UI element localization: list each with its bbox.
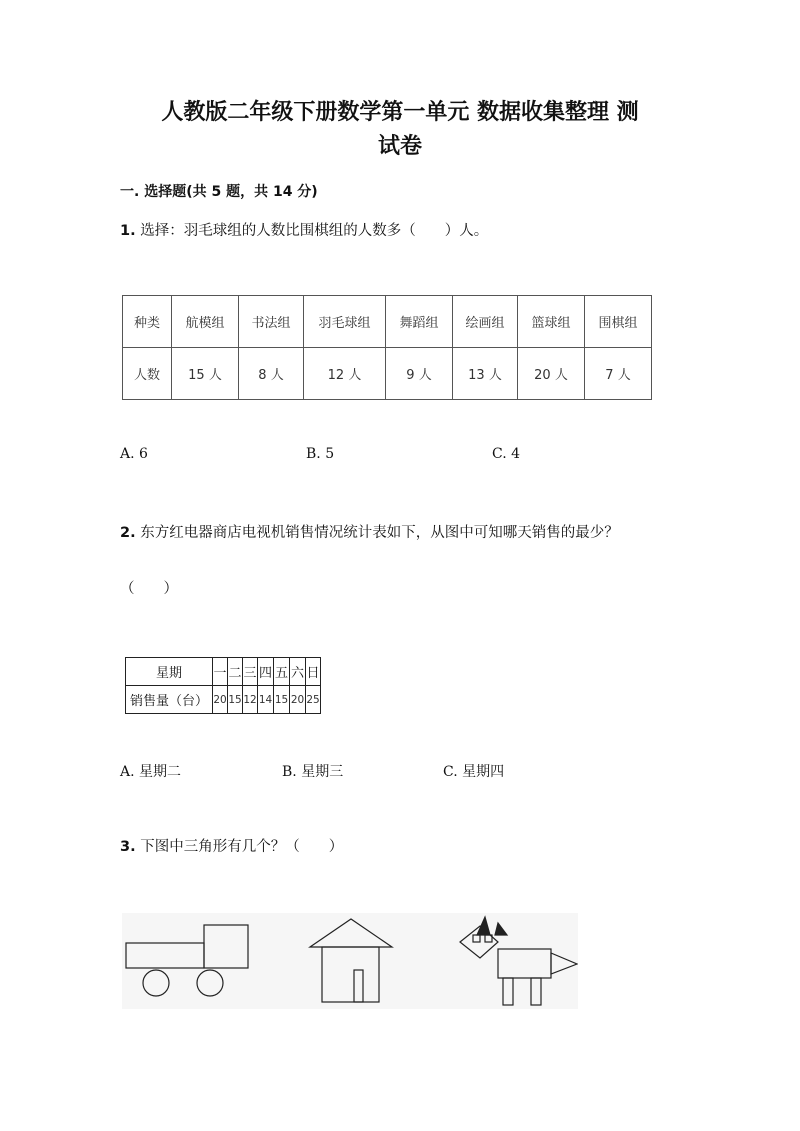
title-line-1: 人教版二年级下册数学第一单元 数据收集整理 测	[161, 100, 639, 125]
shapes-drawing	[122, 913, 578, 1009]
option-b[interactable]: B. 星期三	[282, 764, 344, 780]
table-cell: 航模组	[172, 296, 239, 348]
table-cell: 9 人	[386, 348, 453, 400]
table-cell: 15	[228, 686, 243, 714]
table-cell: 围棋组	[585, 296, 652, 348]
table-cell: 六	[290, 658, 306, 686]
option-c[interactable]: C. 星期四	[443, 764, 505, 780]
question-number: 3.	[120, 839, 136, 855]
table-header-row	[123, 296, 652, 348]
question-2	[120, 521, 619, 542]
table-cell: 绘画组	[453, 296, 518, 348]
question-1	[120, 219, 488, 240]
house-drawing	[310, 919, 392, 1002]
title-line-2: 试卷	[377, 134, 422, 159]
table-cell: 人数	[123, 348, 172, 400]
question-text: 选择：羽毛球组的人数比围棋组的人数多（ ）人。	[140, 223, 489, 239]
table-header-row	[126, 658, 321, 686]
table-cell: 8 人	[239, 348, 304, 400]
table-cell: 25	[306, 686, 321, 714]
table-cell: 7 人	[585, 348, 652, 400]
table-cell: 15 人	[172, 348, 239, 400]
table-cell: 12	[243, 686, 258, 714]
table-cell: 日	[306, 658, 321, 686]
table-cell: 15	[274, 686, 290, 714]
question-3	[120, 835, 343, 856]
option-a[interactable]: A. 星期二	[120, 764, 182, 780]
table-cell: 14	[258, 686, 274, 714]
table-cell: 销售量（台）	[126, 686, 213, 714]
table-cell: 星期	[126, 658, 213, 686]
table-cell: 二	[228, 658, 243, 686]
question-text: 东方红电器商店电视机销售情况统计表如下，从图中可知哪天销售的最少？	[140, 525, 619, 541]
table-cell: 三	[243, 658, 258, 686]
animal-drawing	[460, 917, 577, 1005]
table-cell: 12 人	[304, 348, 386, 400]
table-cell: 20	[213, 686, 228, 714]
question-number: 1.	[120, 223, 136, 239]
table-cell: 20	[290, 686, 306, 714]
table-cell: 舞蹈组	[386, 296, 453, 348]
question-number: 2.	[120, 525, 136, 541]
page-title	[100, 96, 700, 164]
table-cell: 20 人	[518, 348, 585, 400]
option-a[interactable]: A. 6	[120, 446, 148, 462]
truck-drawing	[126, 925, 248, 996]
table-cell: 书法组	[239, 296, 304, 348]
table-cell: 五	[274, 658, 290, 686]
option-c[interactable]: C. 4	[492, 446, 521, 462]
activity-group-table	[122, 295, 652, 400]
table-cell: 13 人	[453, 348, 518, 400]
answer-blank: （ ）	[120, 581, 178, 597]
table-cell: 四	[258, 658, 274, 686]
question-text: 下图中三角形有几个？（ ）	[140, 839, 344, 855]
shapes-figure	[122, 913, 578, 1009]
option-b[interactable]: B. 5	[306, 446, 335, 462]
table-cell: 篮球组	[518, 296, 585, 348]
section-heading: 一. 选择题(共 5 题，共 14 分)	[120, 184, 318, 200]
table-cell: 一	[213, 658, 228, 686]
table-cell: 羽毛球组	[304, 296, 386, 348]
tv-sales-table	[125, 657, 321, 714]
table-row	[126, 686, 321, 714]
table-row	[123, 348, 652, 400]
table-cell: 种类	[123, 296, 172, 348]
